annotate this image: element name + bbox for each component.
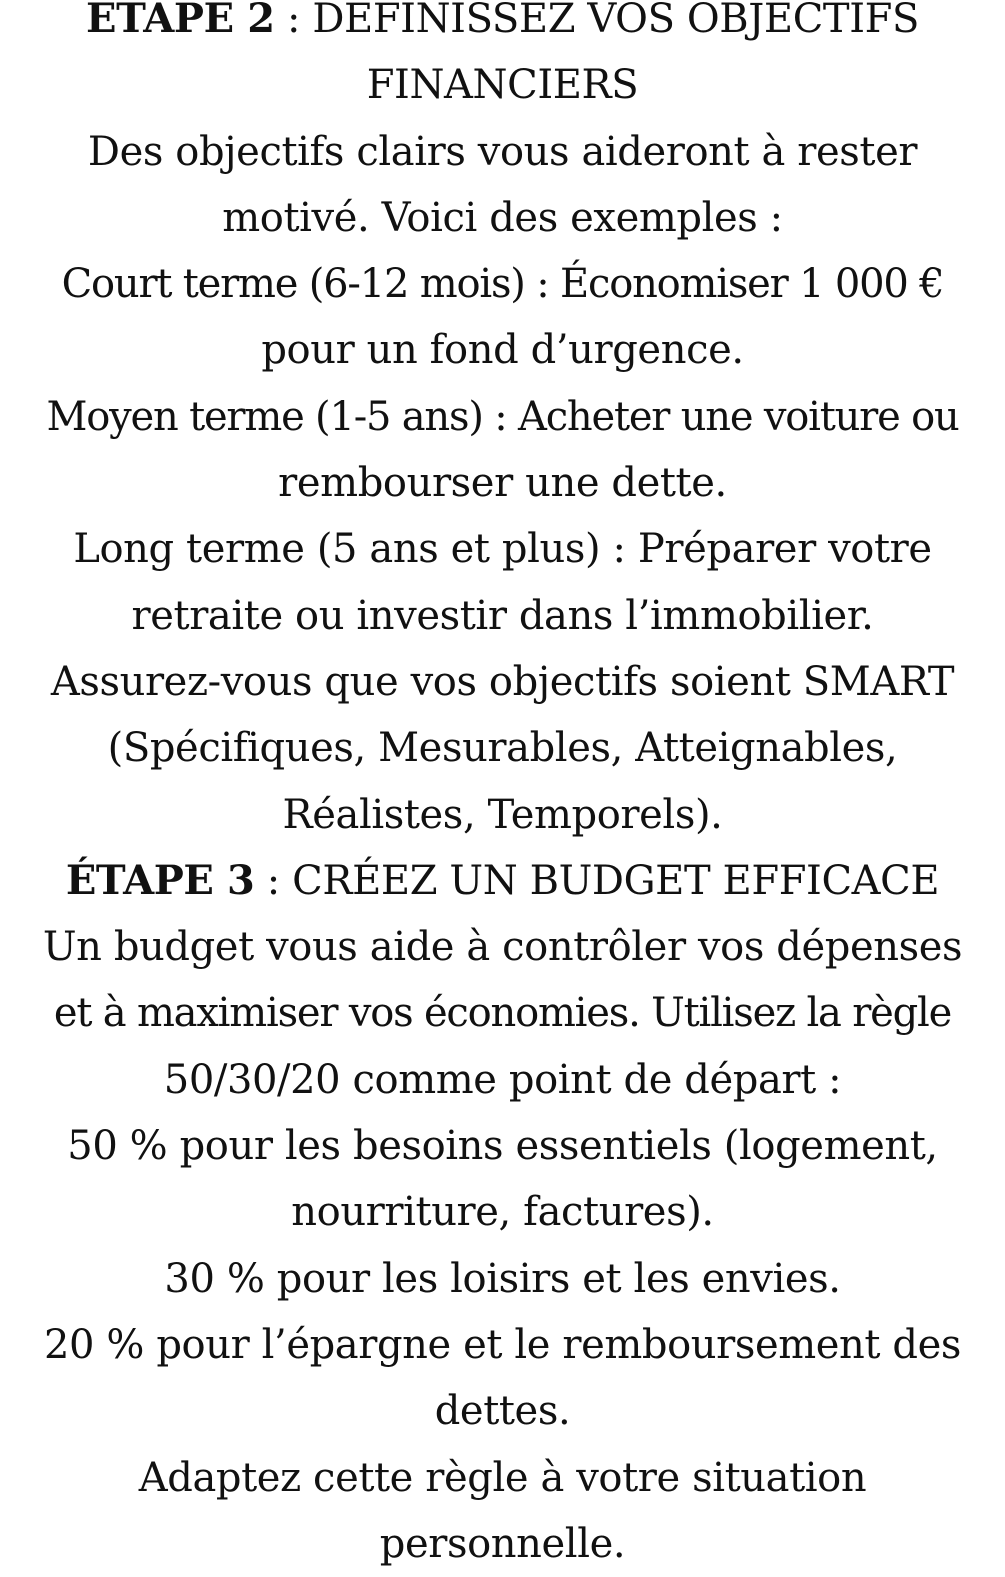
smart-note: Assurez-vous que vos objectifs soient SMART [50,658,955,705]
step-3-heading [0,848,1005,914]
rule-savings: 20 % pour l’épargne et le remboursement des [43,1321,962,1368]
closing-note-continued: personnelle. [379,1520,626,1567]
step-2-intro-line: motivé. Voici des exemples : [222,194,783,241]
step-3-intro-line: Un budget vous aide à contrôler vos dépenses [42,924,963,971]
rule-savings-continued: dettes. [434,1388,571,1435]
step-2-intro-line: Des objectifs clairs vous aideront à rester [87,128,918,175]
smart-note-continued: Réalistes, Temporels). [282,791,723,838]
step-3-heading-title: : CRÉEZ UN BUDGET EFFICACE [254,857,940,904]
step-2-heading-continued: FINANCIERS [366,62,639,109]
step-2-heading [0,0,1005,52]
rule-needs-continued: nourriture, factures). [291,1189,714,1236]
example-long-term: Long terme (5 ans et plus) : Préparer votre [73,526,932,573]
step-3-section [0,848,1005,1577]
rule-wants: 30 % pour les loisirs et les envies. [164,1255,841,1302]
step-3-heading-label: ÉTAPE 3 [65,856,255,904]
example-short-term-continued: pour un fond d’urgence. [261,327,744,374]
example-short-term: Court terme (6-12 mois) : Économiser 1 000 € [61,261,944,308]
example-medium-term: Moyen terme (1-5 ans) : Acheter une voiture ou [46,393,959,440]
example-long-term-continued: retraite ou investir dans l’immobilier. [131,592,874,639]
example-medium-term-continued: rembourser une dette. [278,460,727,507]
closing-note: Adaptez cette règle à votre situation [138,1454,867,1501]
step-2-heading-title: : DEFINISSEZ VOS OBJECTIFS [274,0,919,42]
step-2-heading-label: ETAPE 2 [86,0,275,42]
smart-note-continued: (Spécifiques, Mesurables, Atteignables, [107,725,898,772]
step-3-intro-line: et à maximiser vos économies. Utilisez la règle [53,990,952,1037]
step-3-intro-line: 50/30/20 comme point de départ : [163,1056,842,1103]
rule-needs: 50 % pour les besoins essentiels (logement, [67,1123,938,1170]
